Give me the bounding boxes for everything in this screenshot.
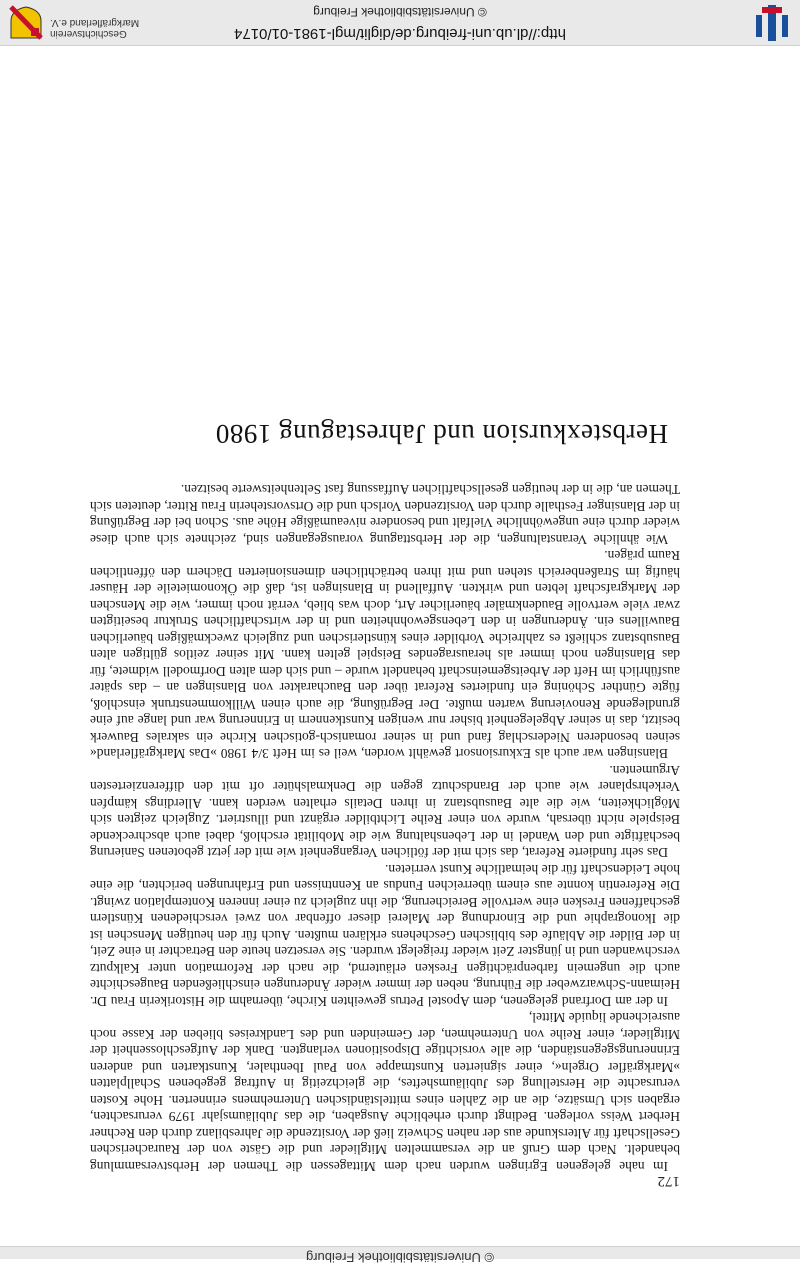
document-url[interactable]: http://dl.ub.uni-freiburg.de/diglit/mgl-1981-01/0174 [234,25,566,42]
paragraph: Das sehr fundierte Referat, das sich mit der fötlichen Vergangenheit wie mit der jetzt gebotenen Sanierung beschäftigte und den Wandel in der Lebenshaltung wie die Mobilität erschloß, dabei auch abschreckende Beispiele nicht übersah, wurde von einer Reihe Lichtbilder ergänzt und illustriert. Zugleich zeigten sich Möglichkeiten, wie die alte Bausubstanz in ihren Details erhalten werden kann. Allerdings kämpfen Verkehrsplaner wie auch der Brandschutz gegen die Denkmalshüter oft mit den differenziertesten Argumenten. [90,763,680,861]
society-name: Geschichtsverein Markgräflerland e.V. [50,17,140,39]
viewer-bar-partial [0,1246,800,1265]
article-title: Herbstexkursion und Jahrestagung 1980 [215,419,668,449]
copyright-text-partial: © Universitätsbibliothek Freiburg [305,1250,495,1265]
society-crest-icon [8,5,44,41]
viewer-footer-bar [0,0,800,46]
copyright-text: © Universitätsbibliothek Freiburg [313,5,487,19]
paragraph: In der am Dorfrand gelegenen, dem Apostel Petrus geweihten Kirche, übernahm die Historikerin Frau Dr. Heimann-Schwarzweber die Führung, neben der immer wieder Änderungen einschließenden Baugeschichte auch die ungemein farbenprächtigen Fresken erläuternd, die nach der Reformation unter Kalkputz verschwanden und in jüngster Zeit wieder freigelegt wurden. Sie versetzen heute den Betrachter in eine Zeit, in der Bilder die Abläufe des biblischen Geschehens erklären mußten. Auch für den heutigen Menschen ist die Ikonographie und die Einordnung der Malerei dieser offenbar von zwei verschiedenen Künstlern geschaffenen Fresken eine wertvolle Bereicherung, die ihn zugleich zu einer inneren Kontemplation zwingt. Die Referentin konnte aus einem überreichen Fundus an Kenntnissen und Erfahrungen berichten, die eine hohe Leidenschaft für die heimatliche Kunst verrieten. [90,862,680,1009]
page-number: 172 [657,1173,680,1189]
paragraph: Blansingen war auch als Exkursionsort gewählt worden, weil es im Heft 3/4 1980 »Das Markgräflerland« seinen besonderen Niederschlag fand und in seiner romanisch-gotischen Kirche ein sakrales Bauwerk besitzt, das in seiner Abgelegenheit bisher nur wenigen Kunstkennern in Erinnerung war und lange auf eine grundlegende Renovierung warten mußte. Der Begrüßung, die auch einen Willkommenstrunk einschloß, fügte Günther Schöning ein fundiertes Referat über den Baucharakter von Blansingen an – das später ausführlich im Heft der Arbeitsgemeinschaft behandelt wurde – und sich dem alten Dorfmodell widmete, für das Blansingen noch immer als herausragendes Beispiel gelten kann. Mit seiner zeitlos gültigen alten Bausubstanz schließt es zahlreiche Vorbilder eines künstlerischen und zugleich zweckmäßigen bäuerlichen Bauwillens ein. Änderungen in den Lebensgewohnheiten und in der wirtschaftlichen Struktur beseitigten zwar viele wertvolle Baudenkmäler bäuerlicher Art, doch was blieb, verrät noch immer, wie die Menschen der Markgrafschaft lebten und wirkten. Auffallend in Blansingen ist, daß die Ökonomieteile der Häuser häufig im Straßenbereich stehen und mit ihren beträchtlichen dimensionierten Dächern den öffentlichen Raum prägen. [90,548,680,762]
paragraph: Im nahe gelegenen Egringen wurden nach dem Mittagessen die Themen der Herbstversammlung behandelt. Nach dem Gruß an die versammelten Mitglieder und die Gäste von der Rauracherischen Gesellschaft für Alterskunde aus der nahen Schweiz ließ der Vorsitzende die Jahresbilanz durch den Rechner Herbert Weiss vorlegen. Bedingt durch erhebliche Ausgaben, die das Jubiläumsjahr 1979 verursachten, ergaben sich Umsätze, die an die Zahlen eines mittelständischen Unternehmens erinnerten. Hohe Kosten verursachte die Herstellung des Jubiläumsheftes, die gleichzeitig in Auftrag gegebenen Schallplatten »Markgräfler Orgeln«, einer signierten Kunstmappe von Paul Ibenthaler, Kunstkarten und anderen Erinnerungsgegenständen, die alle vorsichtige Dispositionen verlangten. Dank der Aufgeschlossenheit der Mitglieder, einer Reihe von Unternehmen, der Gemeinden und des Landkreises blieben der Kasse noch ausreichende liquide Mittel, [90,1010,680,1174]
body-text [90,481,680,1174]
paragraph: Wie ähnliche Veranstaltungen, die der Herbsttagung vorausgegangen sind, zeichnete sich auch diese wieder durch eine ungewöhnliche Vielfalt und besondere niveaumäßige Höhe aus. Schon bei der Begrüßung in der Blansinger Festhalle durch den Vorsitzenden Vorlsch und die Ortsvorsteherin Frau Ritter, deuteten sich Themen an, die in der heutigen gesellschaftlichen Auffassung fast Seltenheitswerte besitzen. [90,482,680,547]
